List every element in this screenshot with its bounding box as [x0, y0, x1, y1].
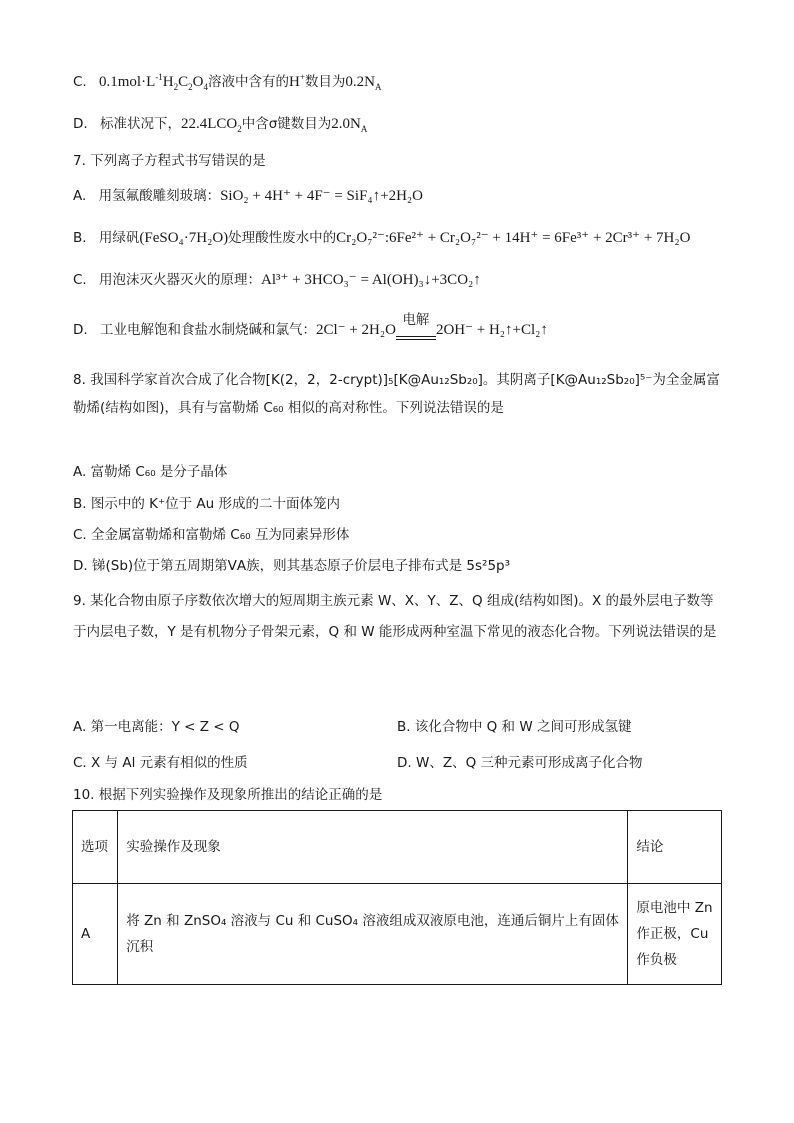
- row-operation: 将 Zn 和 ZnSO₄ 溶液与 Cu 和 CuSO₄ 溶液组成双液原电池，连通后铜片上有固体沉积: [118, 884, 628, 985]
- electrolysis-condition: 电解: [396, 330, 436, 340]
- q9-option-a: A. 第一电离能：Y < Z < Q: [73, 719, 240, 735]
- q9-option-d: D. W、Z、Q 三种元素可形成离子化合物: [397, 755, 643, 771]
- concentration: $0.1mol\cdot L^{-1}H_2C_2O_4$: [99, 72, 208, 92]
- q8-stem: 8. 我国科学家首次合成了化合物[K(2，2，2-crypt)]₅[K@Au₁₂Sb₂₀]。其阴离子[K@Au₁₂Sb₂₀]⁵⁻为全金属富勒烯(结构如图)，具有与富勒烯 C₆₀ 相似的高对称性。下列说法错误的是: [73, 372, 720, 416]
- q10-stem: 10. 根据下列实验操作及现象所推出的结论正确的是: [73, 787, 383, 803]
- q6-option-c: C. $0.1mol\cdot L^{-1}H_2C_2O_4$溶液中含有的H+数目为$0.2N_A$: [73, 72, 382, 92]
- header-option: 选项: [73, 811, 118, 884]
- q7-option-d: D. 工业电解饱和食盐水制烧碱和氯气：2Cl⁻ + 2H₂O 电解 2OH⁻ + H₂↑+Cl₂↑: [73, 312, 548, 338]
- header-operation: 实验操作及现象: [118, 811, 628, 884]
- q9-option-b: B. 该化合物中 Q 和 W 之间可形成氢键: [397, 719, 632, 735]
- q6-option-d: D. 标准状况下，$22.4LCO_2$中含σ键数目为$2.0N_A$: [73, 116, 368, 134]
- experiment-table: [72, 810, 722, 985]
- q7-stem: 7. 下列离子方程式书写错误的是: [73, 153, 266, 169]
- table-row: [73, 884, 722, 985]
- q9-stem: 9. 某化合物由原子序数依次增大的短周期主族元素 W、X、Y、Z、Q 组成(结构如图)。X 的最外层电子数等于内层电子数，Y 是有机物分子骨架元素，Q 和 W 能形成两种室温下常见的液态化合物。下列说法错误的是: [73, 593, 717, 640]
- q8-option-a: A. 富勒烯 C₆₀ 是分子晶体: [73, 464, 228, 480]
- row-option: A: [73, 884, 118, 985]
- q7-option-c: C. 用泡沫灭火器灭火的原理：Al³⁺ + 3HCO₃⁻ = Al(OH)₃↓+3CO₂↑: [73, 272, 481, 288]
- table-header-row: [73, 811, 722, 884]
- q8-option-d: D. 锑(Sb)位于第五周期第ⅤA族，则其基态原子价层电子排布式是 5s²5p³: [73, 558, 511, 574]
- q8-option-c: C. 全金属富勒烯和富勒烯 C₆₀ 互为同素异形体: [73, 527, 350, 543]
- q7-option-b: B. 用绿矾(FeSO₄·7H₂O)处理酸性废水中的Cr₂O₇²⁻:6Fe²⁺ + Cr₂O₇²⁻ + 14H⁺ = 6Fe³⁺ + 2Cr³⁺ + 7H₂O: [73, 230, 691, 246]
- q9-option-c: C. X 与 Al 元素有相似的性质: [73, 755, 248, 771]
- q8-option-b: B. 图示中的 K⁺位于 Au 形成的二十面体笼内: [73, 496, 340, 512]
- row-conclusion: 原电池中 Zn 作正极，Cu 作负极: [628, 884, 722, 985]
- q7-option-a: A. 用氢氟酸雕刻玻璃：SiO₂ + 4H⁺ + 4F⁻ = SiF₄↑+2H₂O: [73, 188, 423, 204]
- header-conclusion: 结论: [628, 811, 722, 884]
